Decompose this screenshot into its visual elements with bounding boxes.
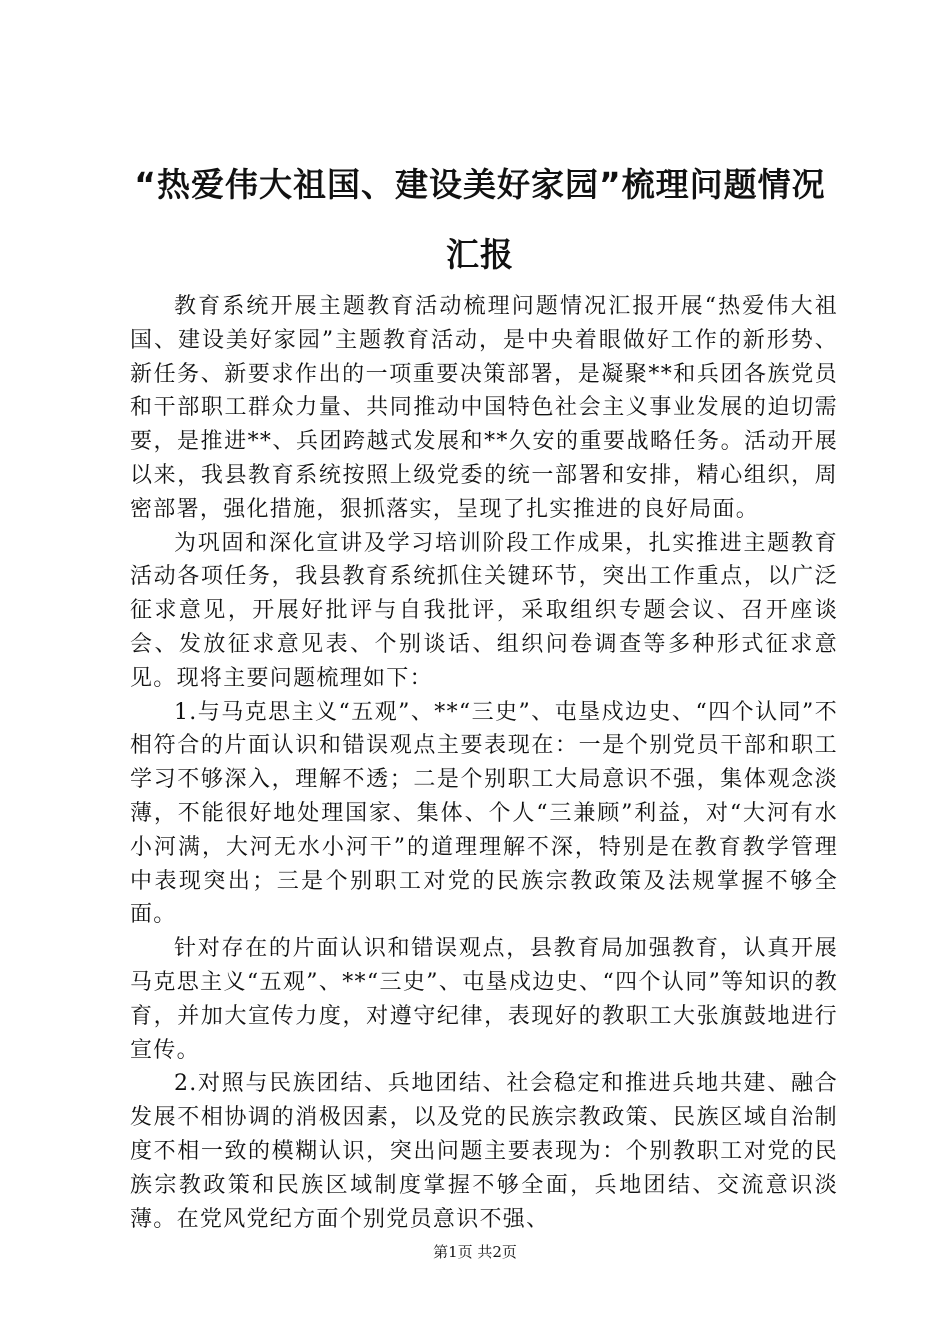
paragraph-methods: 为巩固和深化宣讲及学习培训阶段工作成果，扎实推进主题教育活动各项任务，我县教育系统抓住关键环节，突出工作重点，以广泛征求意见，开展好批评与自我批评，采取组织专题会议、召开座谈会、发放征求意见表、个别谈话、组织问卷调查等多种形式征求意见。现将主要问题梳理如下：: [130, 530, 838, 691]
paragraph-intro: 教育系统开展主题教育活动梳理问题情况汇报开展“热爱伟大祖国、建设美好家园”主题教育活动，是中央着眼做好工作的新形势、新任务、新要求作出的一项重要决策部署，是凝聚**和兵团各族党员和干部职工群众力量、共同推动中国特色社会主义事业发展的迫切需要，是推进**、兵团跨越式发展和**久安的重要战略任务。活动开展以来，我县教育系统按照上级党委的统一部署和安排，精心组织，周密部署，强化措施，狠抓落实，呈现了扎实推进的良好局面。: [130, 294, 838, 522]
document-title: “热爱伟大祖国、建设美好家园”梳理问题情况汇报: [134, 165, 826, 274]
paragraph-issue-2: 2.对照与民族团结、兵地团结、社会稳定和推进兵地共建、融合发展不相协调的消极因素，以及党的民族宗教政策、民族区域自治制度不相一致的模糊认识，突出问题主要表现为：个别教职工对党的民族宗教政策和民族区域制度掌握不够全面，兵地团结、交流意识淡薄。在党风党纪方面个别党员意识不强、: [130, 1071, 838, 1232]
paragraph-response-1: 针对存在的片面认识和错误观点，县教育局加强教育，认真开展马克思主义“五观”、**“三史”、屯垦戍边史、“四个认同”等知识的教育，并加大宣传力度，对遵守纪律，表现好的教职工大张旗鼓地进行宣传。: [130, 936, 838, 1063]
page-number-footer: 第1页 共2页: [433, 1243, 517, 1261]
document-body: [130, 290, 838, 1236]
paragraph-issue-1: 1.与马克思主义“五观”、**“三史”、屯垦戍边史、“四个认同”不相符合的片面认识和错误观点主要表现在：一是个别党员干部和职工学习不够深入，理解不透；二是个别职工大局意识不强，集体观念淡薄，不能很好地处理国家、集体、个人“三兼顾”利益，对“大河有水小河满，大河无水小河干”的道理理解不深，特别是在教育教学管理中表现突出；三是个别职工对党的民族宗教政策及法规掌握不够全面。: [130, 699, 838, 928]
